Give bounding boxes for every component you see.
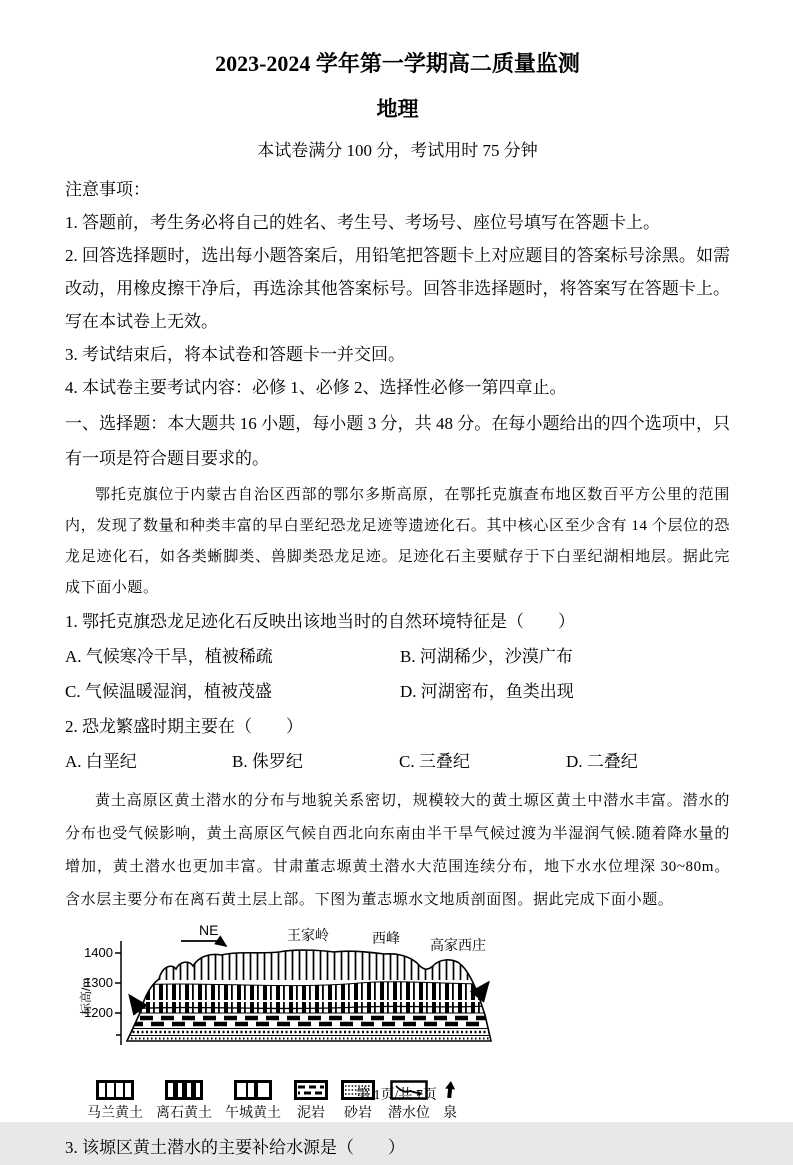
subject-title: 地理 bbox=[376, 97, 419, 121]
q2-option-a: A. 白垩纪 bbox=[65, 752, 137, 771]
place-label-wangjialing: 王家岭 bbox=[287, 927, 329, 943]
legend-label: 砂岩 bbox=[344, 1104, 372, 1120]
q1-option-d: D. 河湖密布，鱼类出现 bbox=[400, 682, 574, 701]
direction-arrow-line bbox=[181, 941, 226, 946]
notice-item-3: 3. 考试结束后，将本试卷和答题卡一并交回。 bbox=[65, 345, 405, 364]
question-3-stem: 3. 该塬区黄土潜水的主要补给水源是（ ） bbox=[65, 1138, 405, 1157]
exam-info: 本试卷满分 100 分，考试用时 75 分钟 bbox=[257, 141, 538, 160]
legend-label: 泥岩 bbox=[297, 1104, 325, 1120]
notice-heading: 注意事项： bbox=[65, 180, 150, 199]
section-layers bbox=[119, 950, 501, 1042]
legend-label: 潜水位 bbox=[388, 1104, 430, 1120]
question-1-options bbox=[65, 639, 730, 709]
page-number: 第 1页/共 7页 bbox=[356, 1088, 437, 1103]
q1-option-c: C. 气候温暖湿润，植被茂盛 bbox=[65, 682, 272, 701]
place-label-xifeng: 西峰 bbox=[372, 930, 400, 946]
elevation-axis bbox=[78, 941, 121, 1045]
spring-arrow-left bbox=[130, 996, 141, 1011]
question-2-stem: 2. 恐龙繁盛时期主要在（ ） bbox=[65, 717, 303, 736]
direction-label: NE bbox=[199, 922, 219, 938]
notice-item-1: 1. 答题前，考生务必将自己的姓名、考生号、考场号、座位号填写在答题卡上。 bbox=[65, 213, 660, 232]
notice-item-2: 2. 回答选择题时，选出每小题答案后，用铅笔把答题卡上对应题目的答案标号涂黑。如需改动，用橡皮擦干净后，再选涂其他答案标号。回答非选择题时，将答案写在答题卡上。写在本试卷上无效。 bbox=[65, 246, 730, 331]
legend-label: 马兰黄土 bbox=[87, 1104, 143, 1120]
q1-option-a: A. 气候寒冷干旱，植被稀疏 bbox=[65, 647, 273, 666]
cross-section-diagram bbox=[79, 923, 501, 1073]
tick-1200: 1200 bbox=[84, 1005, 113, 1020]
legend-label: 午城黄土 bbox=[225, 1104, 281, 1120]
axis-label: 标高/m bbox=[79, 977, 93, 1015]
question-1-stem: 1. 鄂托克旗恐龙足迹化石反映出该地当时的自然环境特征是（ ） bbox=[65, 612, 575, 631]
legend-label: 泉 bbox=[443, 1104, 457, 1120]
tick-1300: 1300 bbox=[84, 975, 113, 990]
section-heading: 一、选择题：本大题共 16 小题，每小题 3 分，共 48 分。在每小题给出的四个选项中，只有一项是符合题目要求的。 bbox=[65, 414, 730, 468]
notice-item-4: 4. 本试卷主要考试内容：必修 1、必修 2、选择性必修一第四章止。 bbox=[65, 378, 567, 397]
passage-dinosaur: 鄂托克旗位于内蒙古自治区西部的鄂尔多斯高原，在鄂托克旗查布地区数百平方公里的范围内，发现了数量和种类丰富的早白垩纪恐龙足迹等遗迹化石。其中核心区至少含有 14 个层位的恐龙足迹化石，如各类蜥脚类、兽脚类恐龙足迹。足迹化石主要赋存于下白垩纪湖相地层。据此完成下面小题。 bbox=[65, 487, 730, 596]
spring-arrow-right bbox=[477, 983, 488, 997]
q1-option-b: B. 河湖稀少，沙漠广布 bbox=[400, 647, 573, 666]
q2-option-c: C. 三叠纪 bbox=[399, 752, 470, 771]
q2-option-d: D. 二叠纪 bbox=[566, 752, 638, 771]
direction-arrow bbox=[181, 922, 226, 946]
q2-option-b: B. 侏罗纪 bbox=[232, 752, 303, 771]
legend-label: 离石黄土 bbox=[156, 1104, 212, 1120]
place-label-gaojiaxizhuang: 高家西庄 bbox=[430, 937, 486, 953]
page-title: 2023-2024 学年第一学期高二质量监测 bbox=[215, 51, 580, 76]
question-2-options bbox=[65, 744, 730, 779]
tick-1400: 1400 bbox=[84, 945, 113, 960]
passage-loess: 黄土高原区黄土潜水的分布与地貌关系密切，规模较大的黄土塬区黄土中潜水丰富。潜水的分布也受气候影响，黄土高原区气候自西北向东南由半干旱气候过渡为半湿润气候.随着降水量的增加，黄土潜水也更加丰富。甘肃董志塬黄土潜水大范围连续分布，地下水水位埋深 30~80m。含水层主要分布在离石黄土层上部。下图为董志塬水文地质剖面图。据此完成下面小题。 bbox=[65, 793, 730, 908]
